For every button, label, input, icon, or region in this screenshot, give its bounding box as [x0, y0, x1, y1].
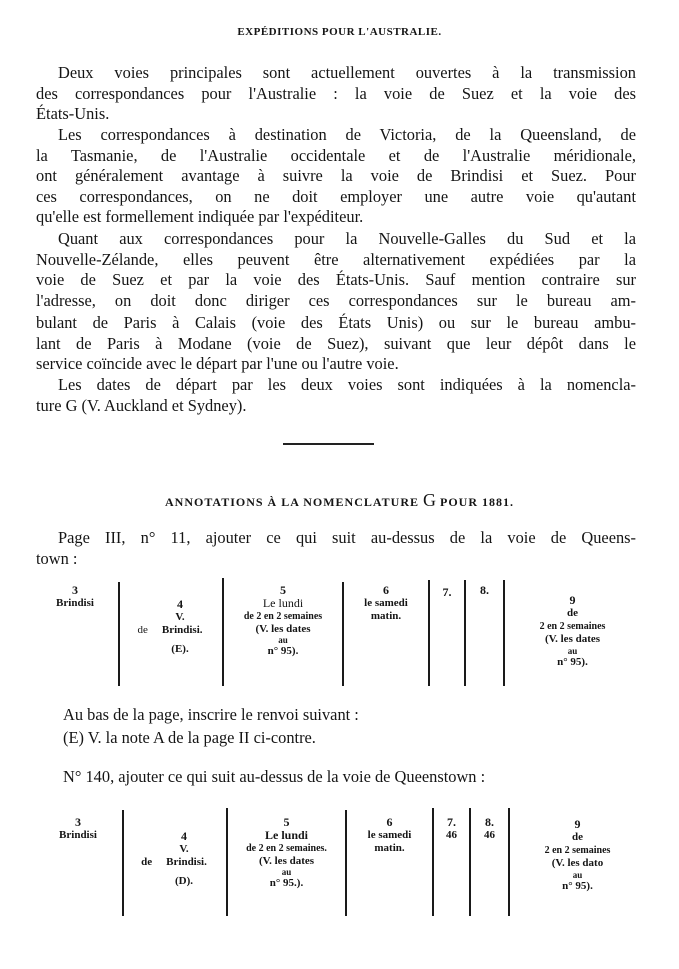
schedule-table-2 — [0, 808, 679, 918]
cell-text: Brindisi. — [161, 624, 203, 636]
column-rule — [122, 810, 124, 916]
text-line: Les dates de départ par les deux voies sont indiquées à la nomencla- — [58, 375, 636, 394]
table-cell-col8 — [466, 584, 503, 597]
cell-line: n° 95). — [557, 656, 588, 668]
section-divider-rule — [283, 443, 374, 445]
section-title-pre: ANNOTATIONS À LA NOMENCLATURE — [164, 495, 420, 509]
office-name: Brindisi — [59, 829, 97, 841]
cell-line: (V. les dates — [255, 623, 311, 635]
column-number: 5 — [280, 583, 286, 597]
text-line: Nouvelle-Zélande, elles peuvent être alternativement expédiées par la — [36, 249, 636, 269]
column-number: 6 — [383, 583, 389, 597]
table-cell-col8 — [471, 816, 508, 842]
cell-line: au — [281, 867, 292, 877]
column-number: 9 — [574, 817, 581, 831]
column-rule — [118, 582, 120, 686]
paragraph-4 — [36, 375, 636, 416]
column-number: 6 — [386, 815, 393, 829]
text-line: ces correspondances, on ne doit employer une autre voie qu'autant — [36, 186, 636, 206]
cell-note: (D). — [174, 875, 194, 887]
text-line: États-Unis. — [36, 104, 110, 123]
section-title — [0, 490, 679, 511]
column-number: 7. — [447, 815, 456, 829]
cell-line: Le lundi — [262, 596, 304, 610]
cell-prefix: de — [141, 856, 153, 868]
cell-line: n° 95.). — [269, 877, 304, 889]
column-number: 9 — [569, 593, 576, 607]
text-line: ont généralement avantage à suivre la voie de Brindisi et Suez. Pour — [36, 166, 636, 185]
table-cell-col6 — [344, 584, 428, 623]
cell-text: Brindisi. — [166, 856, 207, 868]
text-line: l'adresse, on doit donc diriger ces correspondances sur le bureau am- — [36, 290, 636, 310]
table-cell-col5 — [228, 816, 345, 890]
text-line: town : — [36, 548, 78, 568]
annotation-2-intro: N° 140, ajouter ce qui suit au-dessus de la voie de Queenstown : — [63, 767, 486, 786]
cell-line: de 2 en 2 semaines — [243, 611, 323, 622]
column-number: 3 — [75, 815, 81, 829]
text-line: Page III, n° 11, ajouter ce qui suit au-dessus de la voie de Queens- — [58, 528, 636, 547]
text-line: service coïncide avec le départ par l'une ou l'autre voie. — [36, 354, 399, 373]
table-cell-col3 — [42, 816, 114, 842]
cell-line: 2 en 2 semaines — [544, 845, 611, 856]
table-cell-col3 — [40, 584, 110, 610]
text-line: lant de Paris à Modane (voie de Suez), suivant que leur dépôt dans le — [36, 333, 636, 353]
column-number: 7. — [442, 585, 452, 599]
cell-line: n° 95). — [562, 880, 593, 892]
section-title-letter: G — [423, 490, 437, 510]
cell-line: (V. les dates — [258, 855, 315, 867]
cell-line: (V. les dates — [544, 633, 601, 645]
text-line: voie de Suez et par la voie des États-Unis. Sauf mention contraire sur — [36, 270, 636, 289]
cell-line: de — [572, 831, 583, 843]
cell-line: 2 en 2 semaines — [539, 621, 606, 632]
column-number: 8. — [480, 583, 489, 597]
table-cell-col7 — [434, 816, 469, 842]
cell-line: au — [567, 646, 578, 656]
cell-line: le samedi — [367, 829, 412, 841]
column-number: 4 — [177, 597, 183, 611]
cell-line — [122, 624, 218, 637]
text-line: bulant de Paris à Calais (voie des États Unis) ou sur le bureau ambu- — [36, 313, 636, 332]
cell-line: de 2 en 2 semaines. — [246, 843, 327, 854]
schedule-table-1 — [0, 578, 679, 688]
column-number: 4 — [181, 829, 187, 843]
annotation-1-intro — [36, 528, 636, 569]
cell-line: Le lundi — [264, 828, 309, 842]
cell-note: (E). — [171, 643, 189, 655]
cell-value: 46 — [484, 829, 495, 841]
column-number: 3 — [72, 583, 78, 597]
table-cell-col4 — [122, 598, 218, 656]
cell-line: V. — [179, 843, 189, 855]
paragraph-1 — [36, 63, 636, 125]
cell-line: au — [572, 870, 583, 880]
paragraph-3 — [36, 229, 636, 375]
column-number: 8. — [485, 815, 494, 829]
text-line: qu'elle est formellement indiquée par l'expéditeur. — [36, 207, 364, 226]
text-line: Les correspondances à destination de Victoria, de la Queensland, de — [58, 125, 636, 144]
cell-line — [126, 856, 222, 869]
office-name: Brindisi — [56, 597, 94, 609]
table-cell-col7 — [430, 586, 464, 599]
running-head: EXPÉDITIONS POUR L'AUSTRALIE. — [237, 26, 442, 38]
table-cell-col9 — [510, 818, 645, 893]
table-cell-col5 — [224, 584, 342, 658]
cell-line: matin. — [374, 842, 405, 854]
footnote-text: (E) V. la note A de la page II ci-contre. — [63, 728, 316, 747]
cell-prefix: de — [137, 624, 148, 636]
section-title-post: POUR 1881. — [440, 495, 515, 509]
paragraph-2 — [36, 125, 636, 228]
text-line: la Tasmanie, de l'Australie occidentale et de l'Australie méridionale, — [36, 145, 636, 165]
text-line: Quant aux correspondances pour la Nouvelle-Galles du Sud et la — [58, 229, 636, 248]
table-cell-col9 — [505, 594, 640, 669]
footnote-intro: Au bas de la page, inscrire le renvoi suivant : — [63, 705, 359, 724]
table-cell-col6 — [347, 816, 432, 855]
cell-line: au — [278, 635, 288, 645]
cell-line: le samedi — [364, 597, 408, 609]
cell-value: 46 — [446, 829, 457, 841]
cell-line: (V. les dato — [551, 857, 604, 869]
cell-line: V. — [175, 611, 185, 623]
cell-line: matin. — [370, 610, 402, 622]
column-number: 5 — [283, 815, 290, 829]
cell-line: n° 95). — [267, 645, 299, 657]
text-line: Deux voies principales sont actuellement ouvertes à la transmission — [58, 63, 636, 82]
text-line: ture G (V. Auckland et Sydney). — [36, 395, 247, 415]
text-line: des correspondances pour l'Australie : la voie de Suez et la voie des — [36, 83, 636, 103]
table-cell-col4 — [126, 830, 222, 888]
cell-line: de — [567, 607, 578, 619]
